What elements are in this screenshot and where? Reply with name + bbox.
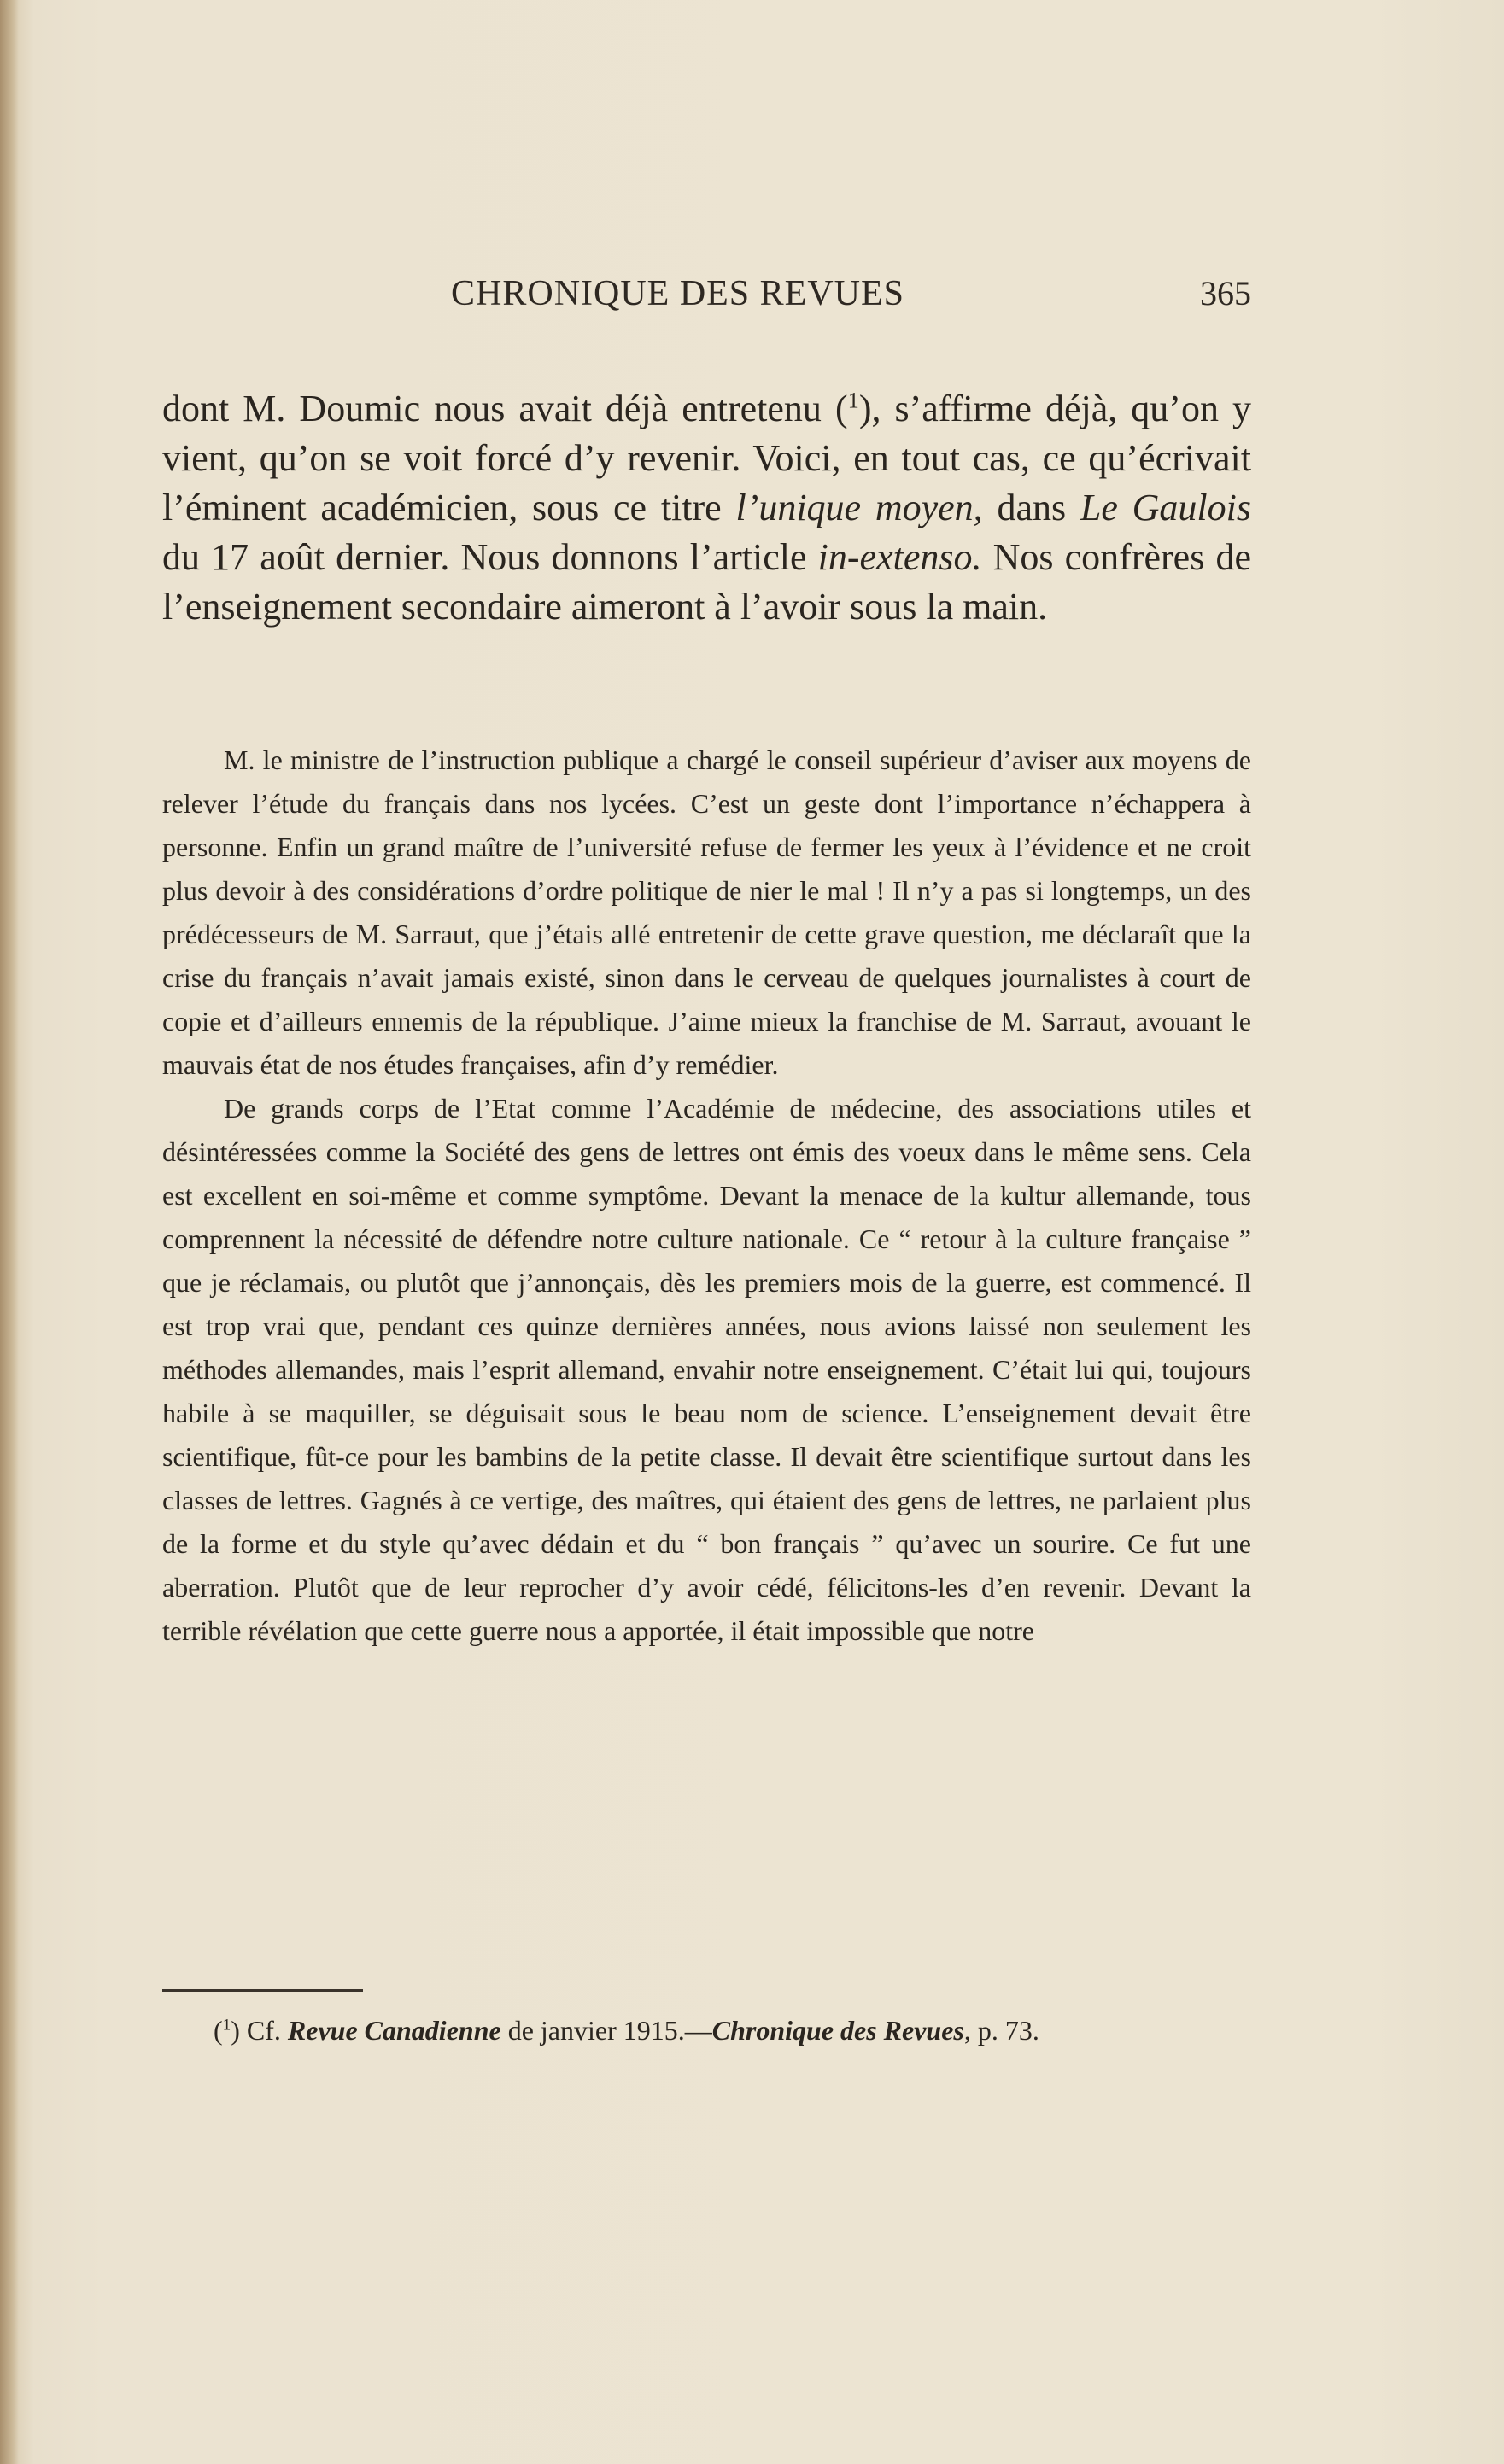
italic-title: Revue Canadienne — [287, 2015, 501, 2046]
quote-paragraph: De grands corps de l’Etat comme l’Académie de médecine, des associations utiles et désintéressées comme la Société des gens de lettres ont émis des voeux dans le même sens. Cela est excellent en soi-même et comme symptôme. Devant la menace de la kultur allemande, tous comprennent la nécessité de défendre notre culture nationale. Ce “ retour à la culture française ” que je réclamais, ou plutôt que j’annonçais, dès les premiers mois de la guerre, est commencé. Il est trop vrai que, pendant ces quinze dernières années, nous avions laissé non seulement les méthodes allemandes, mais l’esprit allemand, envahir notre enseignement. C’était lui qui, toujours habile à se maquiller, se déguisait sous le beau nom de science. L’enseignement devait être scientifique, fût-ce pour les bambins de la petite classe. Il devait être scientifique surtout dans les classes de lettres. Gagnés à ce vertige, des maîtres, qui étaient des gens de lettres, ne parlaient plus de la forme et du style qu’avec dédain et du “ bon français ” qu’avec un sourire. Ce fut une aberration. Plutôt que de leur reprocher d’y avoir cédé, félicitons-les d’en revenir. Devant la terrible révélation que cette guerre nous a apportée, il était impossible que notre — [162, 1093, 1251, 1646]
footnote-text-segment: , p. 73. — [963, 2015, 1039, 2046]
page-spine-shadow — [0, 0, 19, 2464]
lead-text-segment: Nos confrères de l’enseignement secondaire aimeront à l’avoir sous la main. — [162, 536, 1251, 628]
italic-title: l’unique moyen, — [735, 487, 983, 528]
footnote-reference: 1 — [847, 387, 859, 413]
footnote-marker: 1 — [222, 2016, 231, 2035]
footnote-marker-wrapper: ($^1$) — [214, 2015, 240, 2046]
footnote-divider — [162, 1989, 363, 1992]
footnote-text-segment: de janvier 1915.— — [500, 2015, 712, 2046]
footnote-text-segment: Cf. — [239, 2015, 288, 2046]
lead-text-segment: ), s’affirme déjà, qu’on y vient, qu’on se voit forcé d’y revenir. Voici, en tout cas, ce qu’écrivait l’éminent académicien, sous ce titre — [162, 388, 1251, 528]
running-title: CHRONIQUE DES REVUES — [451, 274, 905, 313]
footnote — [214, 2012, 1251, 2048]
lead-text-segment: dans — [982, 487, 1080, 528]
running-head — [162, 273, 1251, 324]
lead-text-segment: dont M. Doumic nous avait déjà entretenu ( — [162, 388, 848, 429]
page-number: 365 — [1200, 274, 1251, 312]
italic-title: Chronique des Revues — [711, 2015, 964, 2046]
quote-paragraph: M. le ministre de l’instruction publique a chargé le conseil supérieur d’aviser aux moyens de relever l’étude du français dans nos lycées. C’est un geste dont l’importance n’échappera à personne. Enfin un grand maître de l’université refuse de fermer les yeux à l’évidence et ne croit plus devoir à des considérations d’ordre politique de nier le mal ! Il n’y a pas si longtemps, un des prédécesseurs de M. Sarraut, que j’étais allé entretenir de cette grave question, me déclaraît que la crise du français n’avait jamais existé, sinon dans le cerveau de quelques journalistes à court de copie et d’ailleurs ennemis de la république. J’aime mieux la franchise de M. Sarraut, avouant le mauvais état de nos études françaises, afin d’y remédier. — [162, 744, 1251, 1080]
lead-text — [162, 384, 1251, 632]
quoted-article — [162, 739, 1251, 1653]
lead-paragraph — [162, 384, 1251, 632]
italic-title: Le Gaulois — [1080, 487, 1251, 528]
lead-text-segment: du 17 août dernier. Nous donnons l’article — [162, 536, 818, 578]
italic-title: in-extenso. — [817, 536, 982, 578]
